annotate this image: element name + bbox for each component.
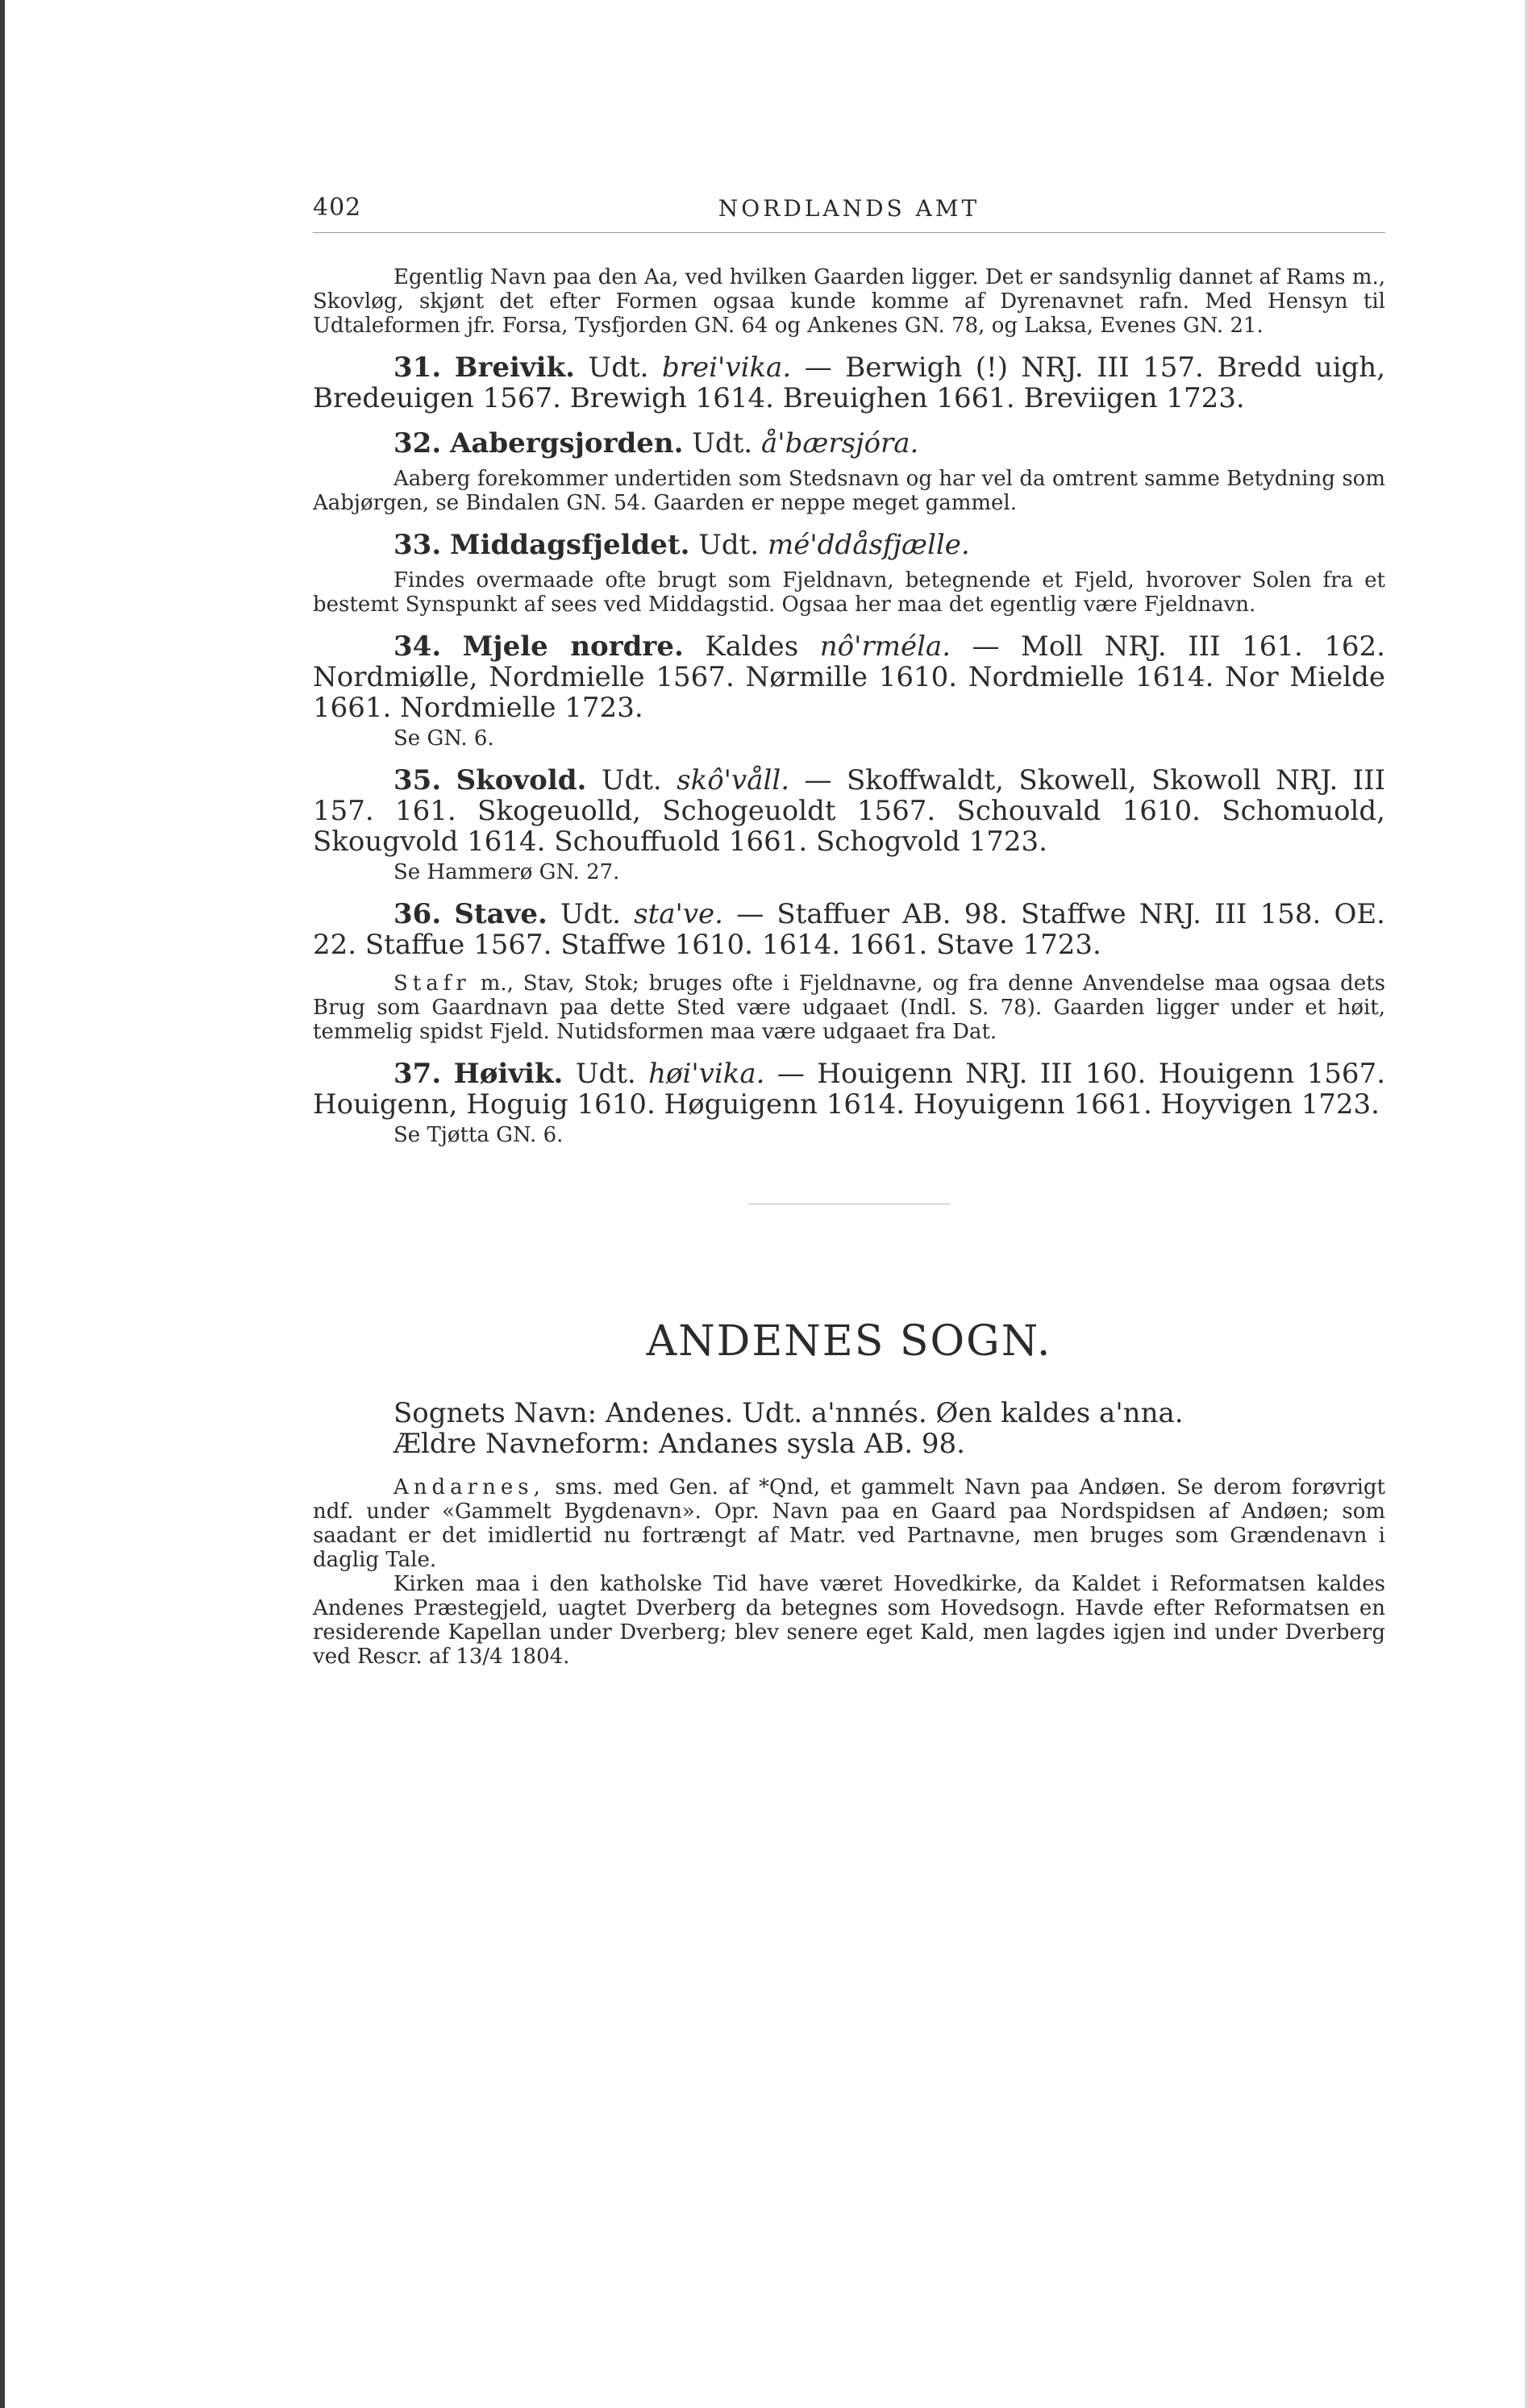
running-head	[313, 184, 1385, 233]
book-page	[313, 184, 1385, 2377]
entry-name: Breivik.	[454, 351, 575, 384]
pronunciation: nô'rméla.	[819, 630, 951, 663]
entry-31	[313, 352, 1385, 414]
page-number: 402	[313, 193, 362, 222]
entry-name: Høivik.	[453, 1058, 564, 1090]
parish-paragraph-1	[313, 1475, 1385, 1572]
entry-35	[313, 765, 1385, 884]
udt-label: Udt.	[692, 427, 753, 460]
entry-name: Aabergsjorden.	[449, 427, 684, 460]
entry-name: Skovold.	[456, 764, 587, 796]
scan-edge-right	[1525, 0, 1528, 2408]
entry-number: 35.	[393, 764, 442, 796]
running-title: NORDLANDS AMT	[718, 195, 981, 222]
entry-32	[313, 428, 1385, 515]
historical-forms: — Berwigh (!) NRJ. III 157. Bredd uigh, Bredeuigen 1567. Brewigh 1614. Breuighen 1661. Breviigen 1723.	[313, 351, 1386, 414]
pronunciation: å'bærsjóra.	[760, 427, 919, 460]
entry-34	[313, 631, 1385, 751]
entry-note: Aaberg forekommer undertiden som Stedsnavn og har vel da omtrent samme Betydning som Aabjørgen, se Bindalen GN. 54. Gaarden er neppe meget gammel.	[313, 467, 1385, 515]
entry-33	[313, 530, 1385, 617]
etymon-word: Stafr	[393, 971, 471, 996]
scan-edge-left	[0, 0, 5, 2408]
see-reference: Se Hammerø GN. 27.	[393, 860, 620, 884]
older-name-line: Ældre Navneform: Andanes sysla AB. 98.	[393, 1428, 965, 1460]
historical-forms: — Houigenn NRJ. III 160. Houigenn 1567. Houigenn, Hoguig 1610. Høguigenn 1614. Hoyuigenn 1661. Hoyvigen 1723.	[313, 1058, 1386, 1121]
parish-paragraph-2: Kirken maa i den katholske Tid have været Hovedkirke, da Kaldet i Reformatsen kaldes Andenes Præstegjeld, uagtet Dverberg da betegnes som Hovedsogn. Havde efter Reformatsen en residerende Kapellan under Dverberg; blev senere eget Kald, men lagdes igjen ind under Dverberg ved Rescr. af 13/4 1804.	[313, 1572, 1385, 1669]
entry-number: 37.	[393, 1058, 442, 1090]
entry-name: Middagsfjeldet.	[449, 529, 690, 561]
intro-paragraph: Egentlig Navn paa den Aa, ved hvilken Gaarden ligger. Det er sandsynlig dannet af Rams m., Skovløg, skjønt det efter Formen ogsaa kunde komme af Dyrenavnet rafn. Med Hensyn til Udtaleformen jfr. Forsa, Tysfjorden GN. 64 og Ankenes GN. 78, og Laksa, Evenes GN. 21.	[313, 265, 1385, 338]
historical-forms: — Moll NRJ. III 161. 162. Nordmiølle, Nordmielle 1567. Nørmille 1610. Nordmielle 1614. Nor Mielde 1661. Nordmielle 1723.	[313, 630, 1385, 724]
entry-number: 34.	[393, 630, 442, 663]
udt-label: Udt.	[575, 1058, 636, 1090]
etymon-word: Andarnes,	[393, 1475, 545, 1499]
udt-label: Udt.	[588, 351, 649, 384]
entry-number: 31.	[393, 351, 442, 384]
entry-name: Stave.	[454, 898, 547, 930]
pronunciation: høi'vika.	[648, 1058, 765, 1090]
entry-36	[313, 899, 1385, 1044]
entry-number: 32.	[393, 427, 442, 460]
udt-label: Udt.	[698, 529, 760, 561]
entry-number: 33.	[393, 529, 442, 561]
udt-label: Kaldes	[705, 630, 799, 663]
historical-forms: — Staffuer AB. 98. Staffwe NRJ. III 158. OE. 22. Staffue 1567. Staffwe 1610. 1614. 1661. Stave 1723.	[313, 898, 1385, 961]
entry-note-text: m., Stav, Stok; bruges ofte i Fjeldnavne, og fra denne Anvendelse maa ogsaa dets Brug som Gaardnavn paa dette Sted være udgaaet (Indl. S. 78). Gaarden ligger under et høit, temmelig spidst Fjeld. Nutidsformen maa være udgaaet fra Dat.	[313, 971, 1386, 1044]
pronunciation: brei'vika.	[662, 351, 792, 384]
entry-note: Findes overmaade ofte brugt som Fjeldnavn, betegnende et Fjeld, hvorover Solen fra et bestemt Synspunkt af sees ved Middagstid. Ogsaa her maa det egentlig være Fjeldnavn.	[313, 568, 1385, 617]
entry-number: 36.	[393, 898, 442, 930]
historical-forms: — Skoffwaldt, Skowell, Skowoll NRJ. III 157. 161. Skogeuolld, Schogeuoldt 1567. Schouvald 1610. Schomuold, Skougvold 1614. Schouffuold 1661. Schogvold 1723.	[313, 764, 1386, 858]
pronunciation: mé'ddåsfjælle.	[767, 529, 970, 561]
see-reference: Se GN. 6.	[393, 726, 494, 751]
entry-note	[313, 971, 1385, 1044]
entry-name: Mjele nordre.	[462, 630, 684, 663]
udt-label: Udt.	[601, 764, 662, 796]
parish-name-line: Sognets Navn: Andenes. Udt. a'nnnés. Øen kaldes a'nna.	[393, 1397, 1184, 1429]
pronunciation: skô'våll.	[677, 764, 790, 796]
entry-37	[313, 1058, 1385, 1147]
section-heading: ANDENES SOGN.	[646, 1317, 1052, 1366]
parish-paragraph-1-text: sms. med Gen. af *Qnd, et gammelt Navn paa Andøen. Se derom forøvrigt ndf. under «Gammelt Bygdenavn». Opr. Navn paa en Gaard paa Nordspidsen af Andøen; som saadant er det imidlertid nu fortrængt af Matr. ved Partnavne, men bruges som Grændenavn i daglig Tale.	[313, 1475, 1386, 1572]
pronunciation: sta've.	[634, 898, 723, 930]
see-reference: Se Tjøtta GN. 6.	[393, 1123, 564, 1147]
udt-label: Udt.	[560, 898, 621, 930]
